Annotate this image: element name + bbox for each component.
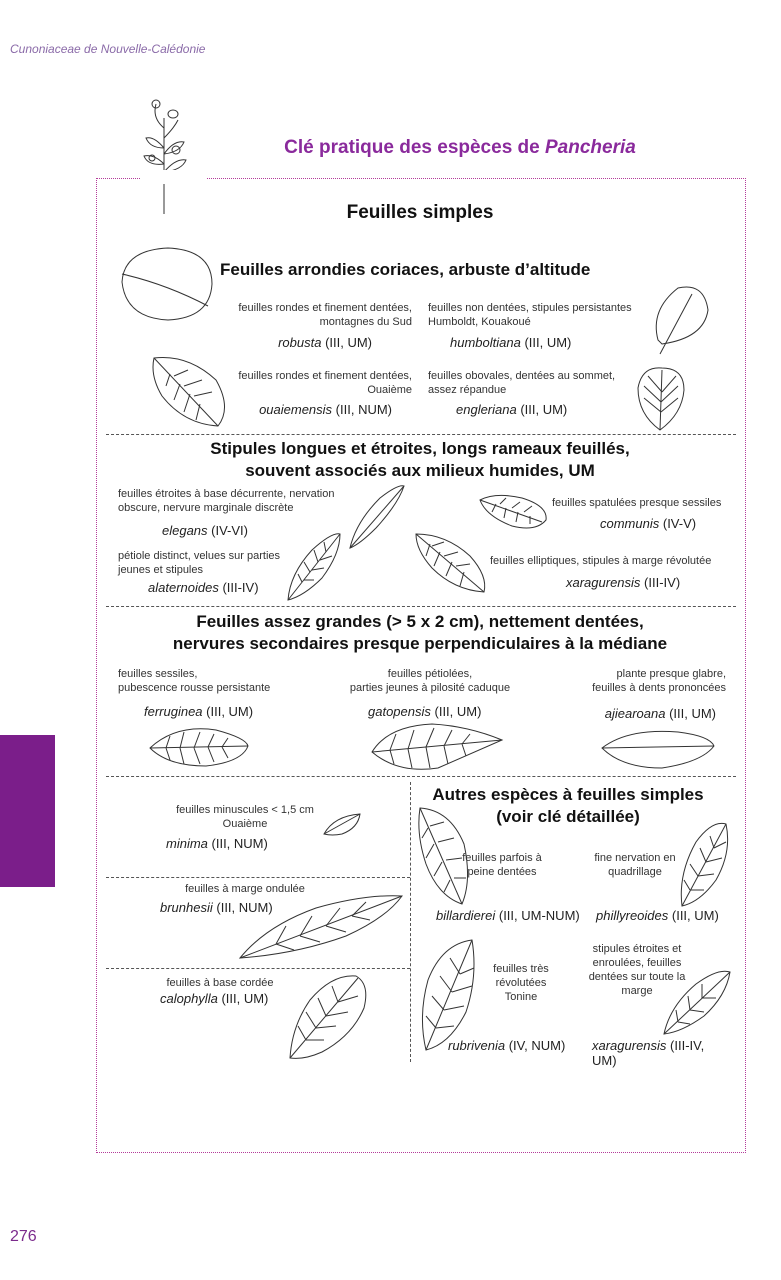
ajiearoana-desc bbox=[540, 667, 726, 695]
desc-line: stipules étroites et bbox=[592, 943, 682, 955]
section-divider bbox=[106, 606, 736, 607]
phillyreoides-desc bbox=[580, 851, 690, 879]
heading-line: nervures secondaires presque perpendiculaires à la médiane bbox=[172, 634, 668, 653]
species-status: (IV-VI) bbox=[207, 523, 248, 538]
chapter-tab bbox=[0, 735, 55, 887]
species-status: (III, NUM) bbox=[332, 402, 392, 417]
desc-line: Ouaième bbox=[222, 818, 268, 830]
species-robusta bbox=[240, 335, 372, 350]
robusta-desc bbox=[200, 301, 412, 329]
leaf-xaragurensis-right-illustration bbox=[660, 966, 734, 1038]
desc-line: feuilles rondes et finement dentées, bbox=[238, 370, 412, 382]
desc-line: pubescence rousse persistante bbox=[118, 682, 271, 694]
desc-line: feuilles à marge ondulée bbox=[185, 883, 305, 895]
section-divider bbox=[106, 434, 736, 435]
desc-line: feuilles elliptiques, stipules à marge révolutée bbox=[490, 555, 712, 567]
ferruginea-desc bbox=[118, 667, 318, 695]
desc-line: dentées sur toute la bbox=[588, 971, 686, 983]
species-ouaiemensis bbox=[230, 402, 392, 417]
species-xaragurensis-right bbox=[592, 1038, 732, 1068]
desc-line: Ouaième bbox=[367, 384, 412, 396]
species-billardierei bbox=[436, 908, 606, 923]
species-name: humboltiana bbox=[450, 335, 521, 350]
billardierei-desc bbox=[462, 851, 542, 879]
main-heading: Feuilles simples bbox=[346, 202, 494, 223]
heading-line: Feuilles assez grandes (> 5 x 2 cm), nettement dentées, bbox=[196, 612, 644, 631]
species-status: (III, UM) bbox=[520, 335, 572, 350]
desc-line: feuilles pétiolées, bbox=[387, 668, 473, 680]
species-status: (IV-V) bbox=[659, 516, 697, 531]
species-status: (III, UM) bbox=[202, 704, 254, 719]
species-humboltiana bbox=[450, 335, 610, 350]
species-name: engleriana bbox=[456, 402, 517, 417]
species-name: communis bbox=[600, 516, 660, 531]
species-ajiearoana bbox=[560, 706, 716, 721]
desc-line: feuilles à base cordée bbox=[166, 977, 274, 989]
rubrivenia-desc bbox=[478, 962, 564, 1004]
species-name: xaragurensis bbox=[566, 575, 641, 590]
desc-line: Humboldt, Kouakoué bbox=[428, 316, 531, 328]
species-name: gatopensis bbox=[368, 704, 431, 719]
species-name: rubrivenia bbox=[448, 1038, 506, 1053]
species-status: (III, UM) bbox=[668, 908, 719, 923]
frame-gap bbox=[140, 170, 206, 184]
species-name: phillyreoides bbox=[596, 908, 669, 923]
species-status: (III, UM) bbox=[217, 991, 269, 1006]
leaf-xaragurensis-illustration bbox=[412, 530, 488, 596]
species-ferruginea bbox=[144, 704, 294, 719]
desc-line: enroulées, feuilles bbox=[592, 957, 682, 969]
desc-line: jeunes et stipules bbox=[118, 564, 203, 576]
species-status: (III-IV) bbox=[218, 580, 259, 595]
humboltiana-desc bbox=[428, 301, 658, 329]
leaf-communis-illustration bbox=[476, 490, 550, 534]
species-name: ajiearoana bbox=[604, 706, 666, 721]
leaf-humboltiana-illustration bbox=[648, 280, 714, 360]
subsection-divider bbox=[106, 877, 410, 878]
species-elegans bbox=[162, 523, 302, 538]
leaf-alaternoides-illustration bbox=[284, 530, 344, 602]
desc-line: révolutées bbox=[495, 977, 547, 989]
desc-line: feuilles sessiles, bbox=[118, 668, 198, 680]
gatopensis-desc bbox=[330, 667, 530, 695]
desc-line: assez répandue bbox=[428, 384, 507, 396]
species-name: alaternoides bbox=[148, 580, 219, 595]
species-communis bbox=[600, 516, 720, 531]
section3-heading bbox=[100, 611, 740, 655]
species-status: (III-IV) bbox=[640, 575, 681, 590]
species-name: robusta bbox=[278, 335, 322, 350]
leaf-rubrivenia-illustration bbox=[416, 936, 480, 1054]
species-name: minima bbox=[166, 836, 208, 851]
heading-line: Autres espèces à feuilles simples bbox=[432, 785, 704, 804]
leaf-ferruginea-illustration bbox=[146, 722, 252, 772]
page-number: 276 bbox=[10, 1228, 37, 1245]
leaf-ajiearoana-illustration bbox=[598, 724, 718, 774]
leaf-calophylla-illustration bbox=[286, 970, 370, 1062]
elegans-desc bbox=[118, 487, 368, 515]
desc-line: plante presque glabre, bbox=[616, 668, 726, 680]
desc-line: feuilles étroites à base décurrente, nervation bbox=[118, 488, 335, 500]
heading-line: (voir clé détaillée) bbox=[496, 807, 640, 826]
section1-heading: Feuilles arrondies coriaces, arbuste d’altitude bbox=[220, 260, 591, 279]
heading-line: souvent associés aux milieux humides, UM bbox=[245, 461, 595, 480]
desc-line: quadrillage bbox=[608, 866, 662, 878]
species-status: (III, UM) bbox=[430, 704, 482, 719]
species-status: (III, UM) bbox=[516, 402, 568, 417]
species-name: ferruginea bbox=[144, 704, 203, 719]
leaf-phillyreoides-illustration bbox=[676, 818, 732, 910]
desc-line: feuilles parfois à bbox=[462, 852, 542, 864]
ouaiemensis-desc bbox=[200, 369, 412, 397]
species-name: brunhesii bbox=[160, 900, 213, 915]
leaf-engleriana-illustration bbox=[634, 362, 688, 432]
leaf-brunhesii-illustration bbox=[236, 892, 406, 962]
xaragurensis-desc bbox=[490, 554, 740, 568]
leaf-elegans-illustration bbox=[346, 482, 406, 552]
species-name: ouaiemensis bbox=[259, 402, 333, 417]
desc-line: parties jeunes à pilosité caduque bbox=[349, 682, 511, 694]
desc-line: feuilles obovales, dentées au sommet, bbox=[428, 370, 616, 382]
desc-line: feuilles à dents prononcées bbox=[592, 682, 726, 694]
desc-line: Tonine bbox=[504, 991, 538, 1003]
subsection-divider bbox=[106, 968, 410, 969]
leaf-gatopensis-illustration bbox=[368, 718, 504, 776]
communis-desc bbox=[552, 496, 732, 510]
species-name: billardierei bbox=[436, 908, 496, 923]
species-engleriana bbox=[456, 402, 616, 417]
leaf-minima-illustration bbox=[320, 810, 364, 838]
desc-line: marge bbox=[621, 985, 653, 997]
section-divider bbox=[106, 776, 736, 777]
species-phillyreoides bbox=[596, 908, 726, 923]
species-status: (III, UM-NUM) bbox=[495, 908, 580, 923]
species-rubrivenia bbox=[448, 1038, 578, 1053]
species-status: (III, UM) bbox=[665, 706, 716, 721]
species-name: xaragurensis bbox=[592, 1038, 667, 1053]
species-name: elegans bbox=[162, 523, 208, 538]
calophylla-desc bbox=[130, 976, 310, 990]
engleriana-desc bbox=[428, 369, 638, 397]
key-title-prefix: Clé pratique des espèces de bbox=[284, 137, 545, 158]
desc-line: feuilles non dentées, stipules persistantes bbox=[428, 302, 632, 314]
desc-line: feuilles minuscules < 1,5 cm bbox=[176, 804, 314, 816]
species-minima bbox=[166, 836, 316, 851]
heading-line: Stipules longues et étroites, longs rameaux feuillés, bbox=[210, 439, 630, 458]
desc-line: feuilles spatulées presque sessiles bbox=[552, 497, 722, 509]
desc-line: fine nervation en bbox=[594, 852, 676, 864]
key-title bbox=[260, 137, 660, 159]
species-status: (III, NUM) bbox=[207, 836, 268, 851]
species-status: (III-IV, UM) bbox=[592, 1038, 705, 1068]
desc-line: montagnes du Sud bbox=[319, 316, 412, 328]
key-title-genus: Pancheria bbox=[545, 137, 636, 158]
desc-line: peine dentées bbox=[467, 866, 537, 878]
species-gatopensis bbox=[368, 704, 518, 719]
section2-heading bbox=[100, 438, 740, 482]
desc-line: obscure, nervure marginale discrète bbox=[118, 502, 294, 514]
species-name: calophylla bbox=[160, 991, 218, 1006]
column-divider bbox=[410, 782, 411, 1062]
species-status: (IV, NUM) bbox=[505, 1038, 566, 1053]
species-status: (III, NUM) bbox=[212, 900, 273, 915]
running-header: Cunoniaceae de Nouvelle-Calédonie bbox=[10, 42, 206, 56]
desc-line: feuilles très bbox=[493, 963, 549, 975]
species-status: (III, UM) bbox=[321, 335, 372, 350]
desc-line: feuilles rondes et finement dentées, bbox=[238, 302, 412, 314]
desc-line: pétiole distinct, velues sur parties bbox=[118, 550, 281, 562]
species-xaragurensis bbox=[566, 575, 716, 590]
